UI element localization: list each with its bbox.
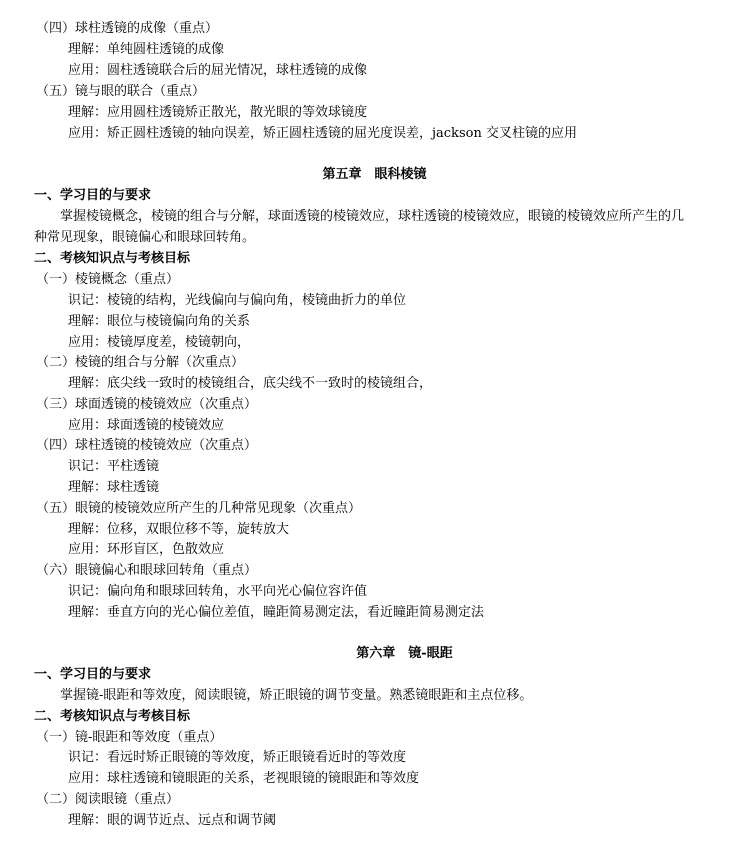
item-line: 应用：棱镜厚度差，棱镜朝向， — [68, 335, 251, 350]
item-heading: （一）棱镜概念（重点） — [36, 272, 180, 287]
item-line: 识记：棱镜的结构，光线偏向与偏向角，棱镜曲折力的单位 — [68, 293, 407, 308]
section-heading: 二、考核知识点与考核目标 — [34, 709, 191, 724]
item-line: 理解：垂直方向的光心偏位差值，瞳距简易测定法，看近瞳距简易测定法 — [68, 605, 485, 620]
understand-line: 理解：单纯圆柱透镜的成像 — [68, 42, 225, 57]
sub-heading: （四）球柱透镜的成像（重点） — [36, 21, 219, 36]
item-heading: （三）球面透镜的棱镜效应（次重点） — [36, 397, 258, 412]
item-heading: （五）眼镜的棱镜效应所产生的几种常见现象（次重点） — [36, 501, 362, 516]
chapter-title: 第五章 眼科棱镜 — [322, 167, 427, 182]
apply-line: 应用：矫正圆柱透镜的轴向误差，矫正圆柱透镜的屈光度误差，jackson 交叉柱镜的应用 — [68, 126, 577, 141]
item-line: 理解：眼的调节近点、远点和调节阈 — [68, 813, 277, 828]
item-line: 理解：底尖线一致时的棱镜组合，底尖线不一致时的棱镜组合， — [68, 376, 433, 391]
item-line: 识记：偏向角和眼球回转角，水平向光心偏位容许值 — [68, 584, 368, 599]
item-line: 应用：球柱透镜和镜眼距的关系，老视眼镜的镜眼距和等效度 — [68, 771, 420, 786]
apply-line: 应用：圆柱透镜联合后的屈光情况，球柱透镜的成像 — [68, 63, 368, 78]
sub-heading: （五）镜与眼的联合（重点） — [36, 84, 206, 99]
paragraph-line: 掌握镜-眼距和等效度，阅读眼镜，矫正眼镜的调节变量。熟悉镜眼距和主点位移。 — [60, 688, 533, 703]
item-line: 理解：球柱透镜 — [68, 480, 160, 495]
chapter-title: 第六章 镜-眼距 — [356, 646, 453, 661]
understand-line: 理解：应用圆柱透镜矫正散光，散光眼的等效球镜度 — [68, 105, 368, 120]
item-line: 理解：位移，双眼位移不等，旋转放大 — [68, 522, 290, 537]
item-line: 应用：环形盲区，色散效应 — [68, 542, 225, 557]
item-heading: （六）眼镜偏心和眼球回转角（重点） — [36, 563, 258, 578]
section-heading: 二、考核知识点与考核目标 — [34, 251, 191, 266]
item-line: 识记：平柱透镜 — [68, 459, 160, 474]
section-heading: 一、学习目的与要求 — [34, 188, 152, 203]
section-heading: 一、学习目的与要求 — [34, 667, 152, 682]
item-line: 识记：看远时矫正眼镜的等效度，矫正眼镜看近时的等效度 — [68, 750, 407, 765]
item-line: 理解：眼位与棱镜偏向角的关系 — [68, 314, 251, 329]
item-line: 应用：球面透镜的棱镜效应 — [68, 418, 225, 433]
paragraph-line: 掌握棱镜概念，棱镜的组合与分解，球面透镜的棱镜效应，球柱透镜的棱镜效应，眼镜的棱镜效应所产生的几 — [60, 209, 685, 224]
item-heading: （二）阅读眼镜（重点） — [36, 792, 180, 807]
paragraph-line: 种常见现象，眼镜偏心和眼球回转角。 — [34, 230, 256, 245]
item-heading: （四）球柱透镜的棱镜效应（次重点） — [36, 438, 258, 453]
item-heading: （一）镜-眼距和等效度（重点） — [36, 730, 223, 745]
item-heading: （二）棱镜的组合与分解（次重点） — [36, 355, 245, 370]
